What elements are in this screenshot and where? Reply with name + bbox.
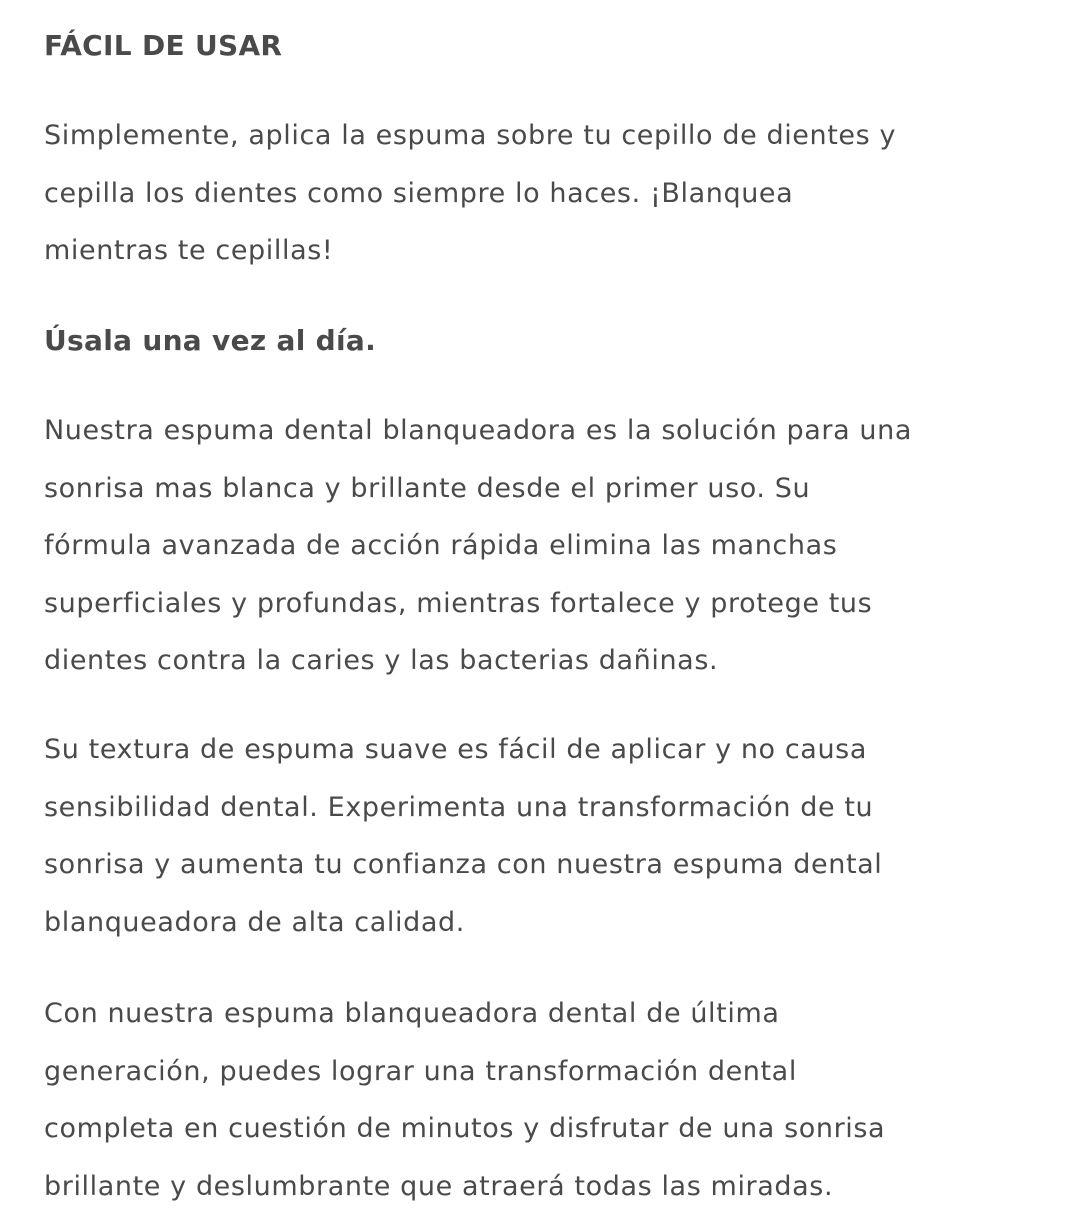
benefits-paragraph bbox=[44, 402, 944, 690]
paragraph-line: Su textura de espuma suave es fácil de aplicar y no causa bbox=[44, 734, 867, 765]
results-paragraph bbox=[44, 985, 944, 1215]
paragraph-line: generación, puedes lograr una transformación dental bbox=[44, 1055, 797, 1087]
paragraph-line: completa en cuestión de minutos y disfrutar de una sonrisa bbox=[44, 1113, 886, 1144]
texture-paragraph bbox=[44, 721, 944, 951]
paragraph-line: fórmula avanzada de acción rápida elimina las manchas bbox=[44, 530, 838, 561]
paragraph-line: sensibilidad dental. Experimenta una transformación de tu bbox=[44, 791, 874, 823]
intro-paragraph bbox=[44, 107, 944, 280]
paragraph-line: blanqueadora de alta calidad. bbox=[44, 906, 465, 938]
usage-note: Úsala una vez al día. bbox=[44, 324, 377, 357]
paragraph-line: mientras te cepillas! bbox=[44, 235, 334, 266]
paragraph-line: Simplemente, aplica la espuma sobre tu cepillo de dientes y bbox=[44, 120, 897, 151]
paragraph-line: Con nuestra espuma blanqueadora dental de última bbox=[44, 998, 780, 1029]
paragraph-line: superficiales y profundas, mientras fortalece y protege tus bbox=[44, 587, 873, 619]
paragraph-line: sonrisa y aumenta tu confianza con nuestra espuma dental bbox=[44, 849, 883, 880]
section-heading: FÁCIL DE USAR bbox=[44, 29, 283, 62]
paragraph-line: cepilla los dientes como siempre lo haces. ¡Blanquea bbox=[44, 177, 794, 209]
paragraph-line: Nuestra espuma dental blanqueadora es la solución para una bbox=[44, 415, 912, 446]
paragraph-line: brillante y deslumbrante que atraerá todas las miradas. bbox=[44, 1170, 834, 1202]
paragraph-line: sonrisa mas blanca y brillante desde el primer uso. Su bbox=[44, 472, 811, 504]
paragraph-line: dientes contra la caries y las bacterias dañinas. bbox=[44, 645, 719, 676]
